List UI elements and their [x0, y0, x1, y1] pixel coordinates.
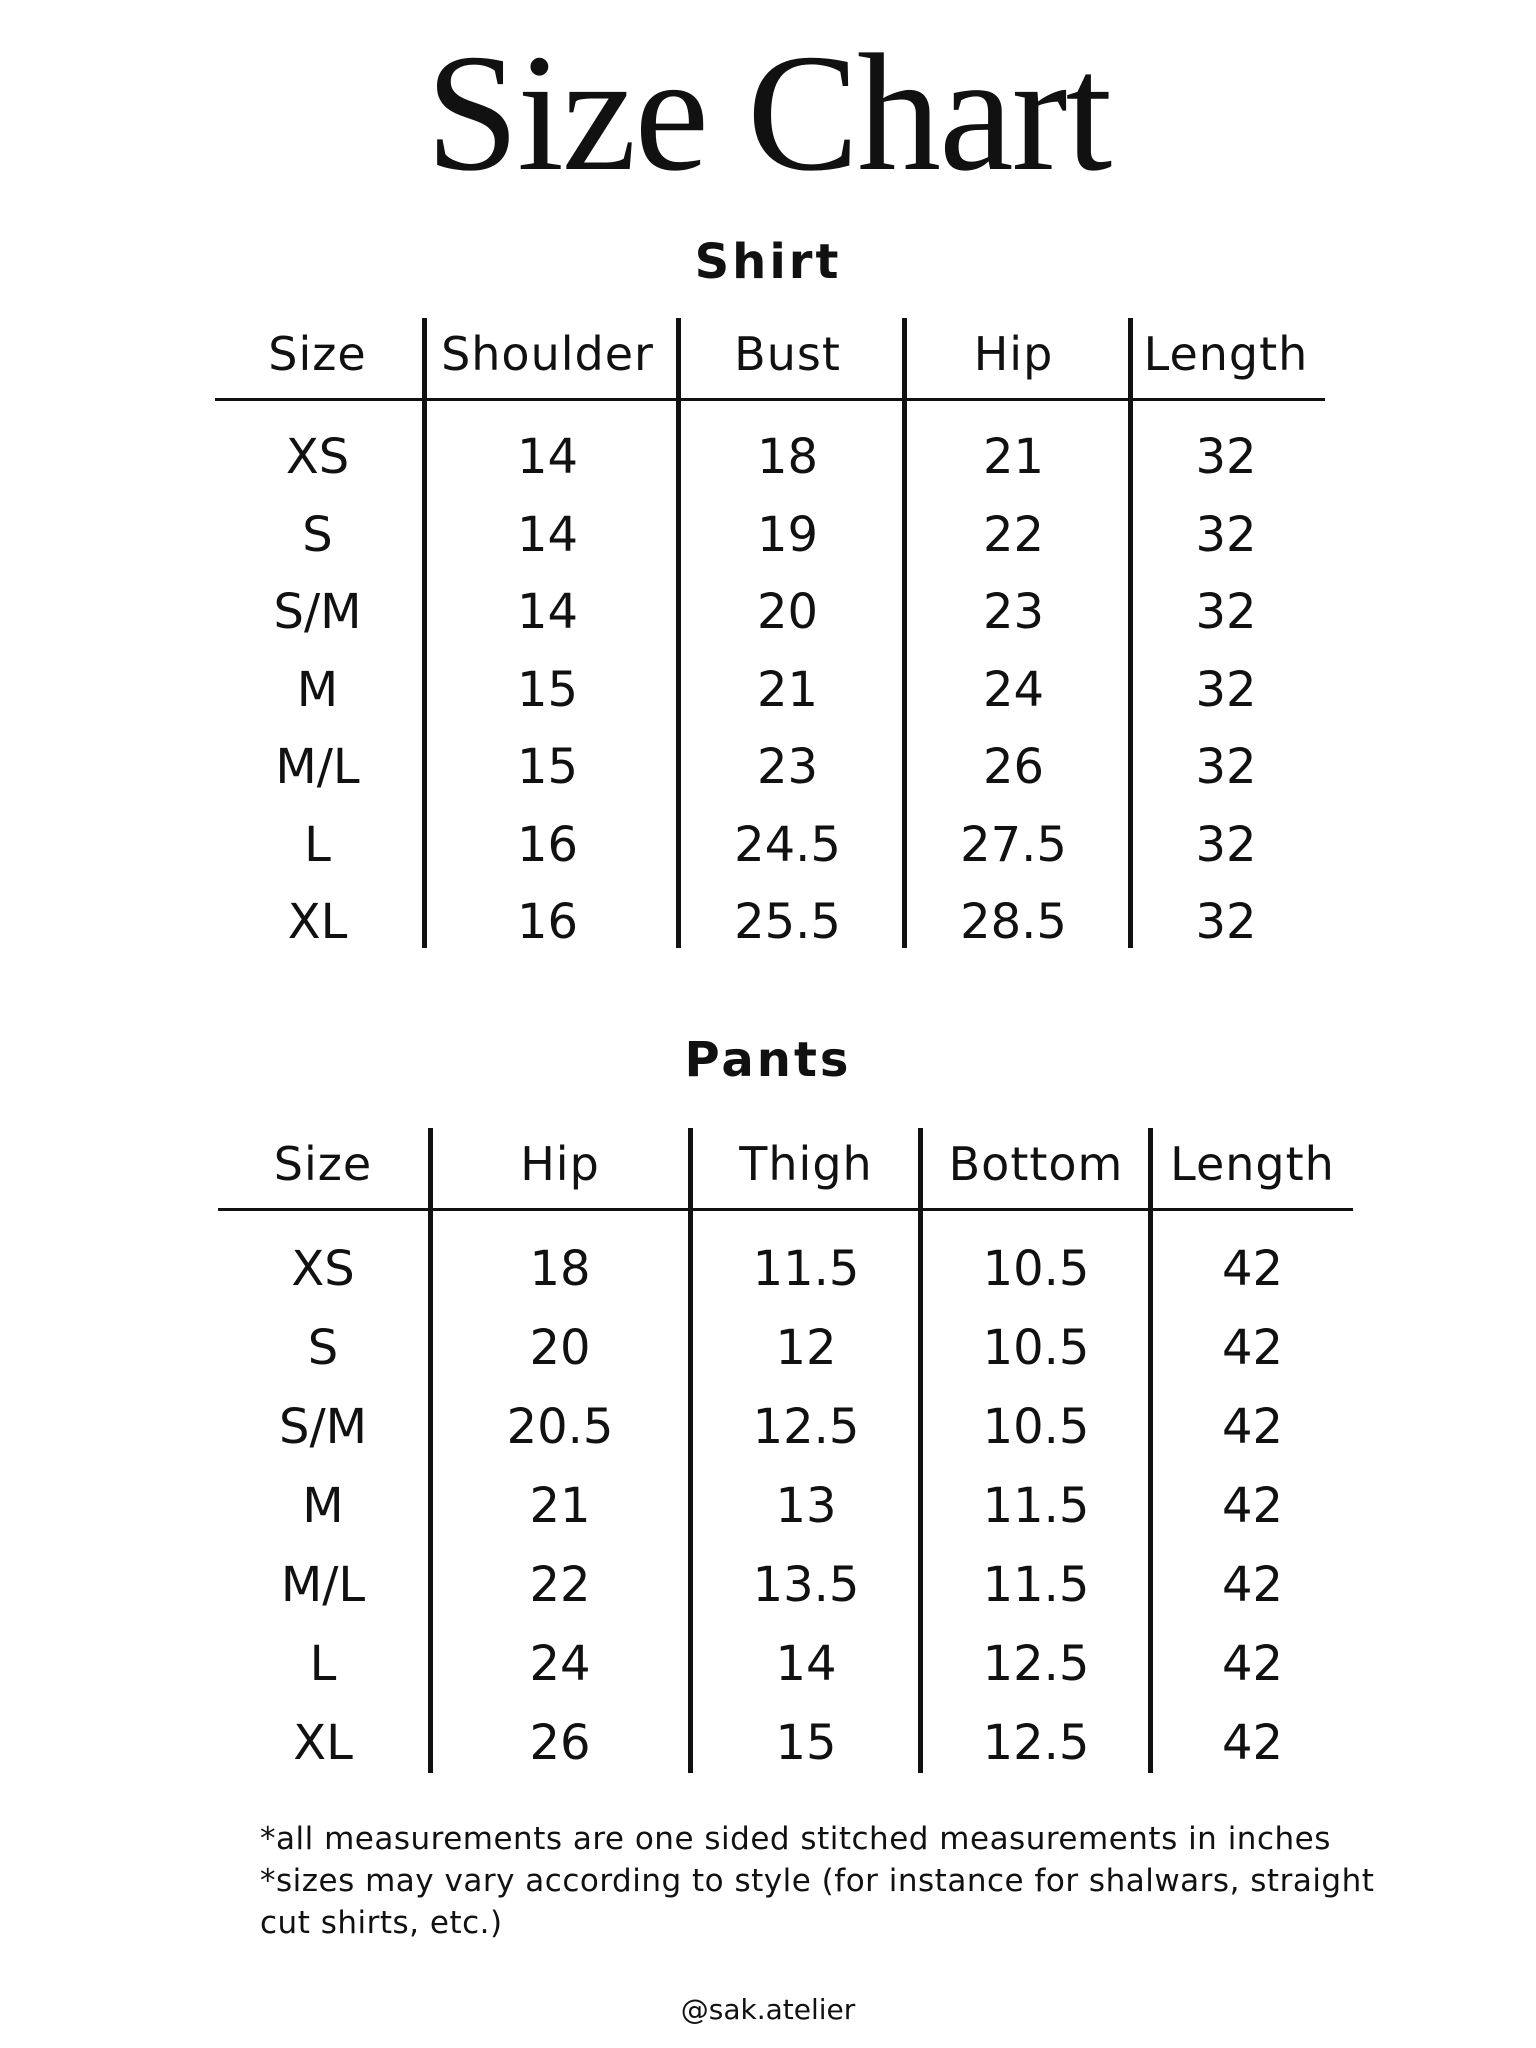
table-cell: 22 [982, 506, 1045, 563]
table-cell: 23 [756, 739, 819, 795]
table-cell: 20 [529, 1320, 591, 1376]
table-cell: 10.5 [982, 1241, 1090, 1297]
table-row [215, 418, 1325, 496]
table-cell: 25.5 [734, 894, 841, 950]
shirt-size-table [215, 318, 1325, 958]
table-cell: 20.5 [506, 1399, 614, 1455]
page-title: Size Chart [425, 20, 1111, 206]
table-cell: XS [291, 1241, 355, 1297]
pants-header-length: Length [1170, 1137, 1335, 1191]
table-cell: 42 [1221, 1399, 1284, 1455]
table-row [218, 1230, 1353, 1308]
table-cell: 23 [982, 584, 1045, 640]
table-cell: 16 [516, 816, 579, 873]
table-row [215, 728, 1325, 806]
table-cell: 24 [982, 661, 1045, 718]
table-cell: 15 [775, 1715, 837, 1771]
table-cell: 21 [756, 661, 819, 718]
shirt-header-length: Length [1143, 327, 1309, 381]
table-row [215, 883, 1325, 961]
table-cell: 12.5 [982, 1715, 1090, 1771]
table-cell: 42 [1221, 1715, 1284, 1771]
table-cell: 32 [1195, 429, 1257, 485]
table-cell: 42 [1221, 1636, 1284, 1692]
table-row [218, 1546, 1353, 1624]
table-row [218, 1467, 1353, 1545]
table-row [218, 1388, 1353, 1466]
table-cell: 11.5 [752, 1241, 860, 1297]
table-cell: 21 [982, 429, 1045, 485]
table-cell: 18 [756, 429, 819, 485]
shirt-header-divider [215, 398, 1325, 401]
table-cell: 15 [516, 661, 579, 718]
table-cell: M/L [275, 739, 360, 795]
table-cell: 32 [1195, 816, 1257, 873]
table-cell: XL [293, 1715, 353, 1771]
table-cell: 14 [516, 429, 579, 485]
table-cell: 19 [756, 506, 819, 563]
table-cell: L [304, 816, 331, 873]
table-cell: 12.5 [752, 1399, 860, 1455]
table-cell: 15 [516, 739, 579, 795]
table-cell: 42 [1221, 1241, 1284, 1297]
table-cell: 26 [982, 739, 1045, 795]
table-cell: 13 [775, 1478, 837, 1534]
table-cell: 42 [1221, 1478, 1284, 1534]
pants-header-size: Size [273, 1137, 373, 1191]
pants-section-title: Pants [684, 1032, 852, 1088]
brand-handle: @sak.atelier [680, 1993, 856, 2026]
table-cell: 16 [516, 894, 579, 950]
table-row [215, 573, 1325, 651]
table-cell: 12.5 [982, 1636, 1090, 1692]
table-cell: M [302, 1478, 344, 1534]
table-cell: 10.5 [982, 1399, 1090, 1455]
table-row [215, 651, 1325, 729]
note-line: *sizes may vary according to style (for instance for shalwars, straight cut shirts, etc.) [260, 1863, 1375, 1941]
table-cell: 22 [529, 1557, 591, 1613]
table-cell: 28.5 [960, 894, 1067, 950]
pants-header-thigh: Thigh [739, 1137, 873, 1191]
table-cell: 26 [529, 1715, 591, 1771]
table-cell: 27.5 [960, 816, 1067, 873]
table-cell: M [296, 661, 339, 718]
table-cell: 14 [516, 584, 579, 640]
table-cell: 11.5 [982, 1557, 1090, 1613]
table-cell: 20 [756, 584, 819, 640]
table-cell: 24 [529, 1636, 591, 1692]
shirt-header-hip: Hip [973, 327, 1054, 381]
table-row [218, 1704, 1353, 1782]
table-row [215, 496, 1325, 574]
pants-header-divider [218, 1208, 1353, 1211]
table-cell: 14 [516, 506, 579, 563]
shirt-header-shoulder: Shoulder [441, 327, 654, 381]
pants-size-table [218, 1128, 1353, 1778]
table-cell: 12 [775, 1320, 837, 1376]
table-cell: 11.5 [982, 1478, 1090, 1534]
table-cell: 32 [1195, 661, 1257, 718]
note-line: *all measurements are one sided stitched measurements in inches [260, 1821, 1331, 1857]
table-cell: M/L [280, 1557, 366, 1613]
table-cell: 32 [1195, 506, 1257, 563]
table-cell: 24.5 [734, 816, 841, 873]
table-cell: 32 [1195, 584, 1257, 640]
table-cell: 42 [1221, 1320, 1284, 1376]
table-cell: 13.5 [752, 1557, 860, 1613]
table-row [218, 1625, 1353, 1703]
shirt-header-bust: Bust [734, 327, 841, 381]
table-cell: 32 [1195, 739, 1257, 795]
table-cell: S/M [278, 1399, 368, 1455]
table-cell: XL [287, 894, 348, 950]
table-row [215, 806, 1325, 884]
table-row [218, 1309, 1353, 1387]
shirt-header-size: Size [268, 327, 367, 381]
pants-header-hip: Hip [520, 1137, 600, 1191]
table-cell: 10.5 [982, 1320, 1090, 1376]
table-cell: S [307, 1320, 339, 1376]
table-cell: XS [285, 429, 350, 485]
table-cell: L [309, 1636, 337, 1692]
shirt-section-title: Shirt [694, 234, 842, 290]
table-cell: S/M [273, 584, 362, 640]
table-cell: 21 [529, 1478, 591, 1534]
table-cell: S [302, 506, 333, 563]
table-cell: 14 [775, 1636, 837, 1692]
table-cell: 32 [1195, 894, 1257, 950]
measurement-notes [260, 1818, 1400, 1944]
table-cell: 18 [529, 1241, 591, 1297]
pants-header-bottom: Bottom [948, 1137, 1124, 1191]
table-cell: 42 [1221, 1557, 1284, 1613]
